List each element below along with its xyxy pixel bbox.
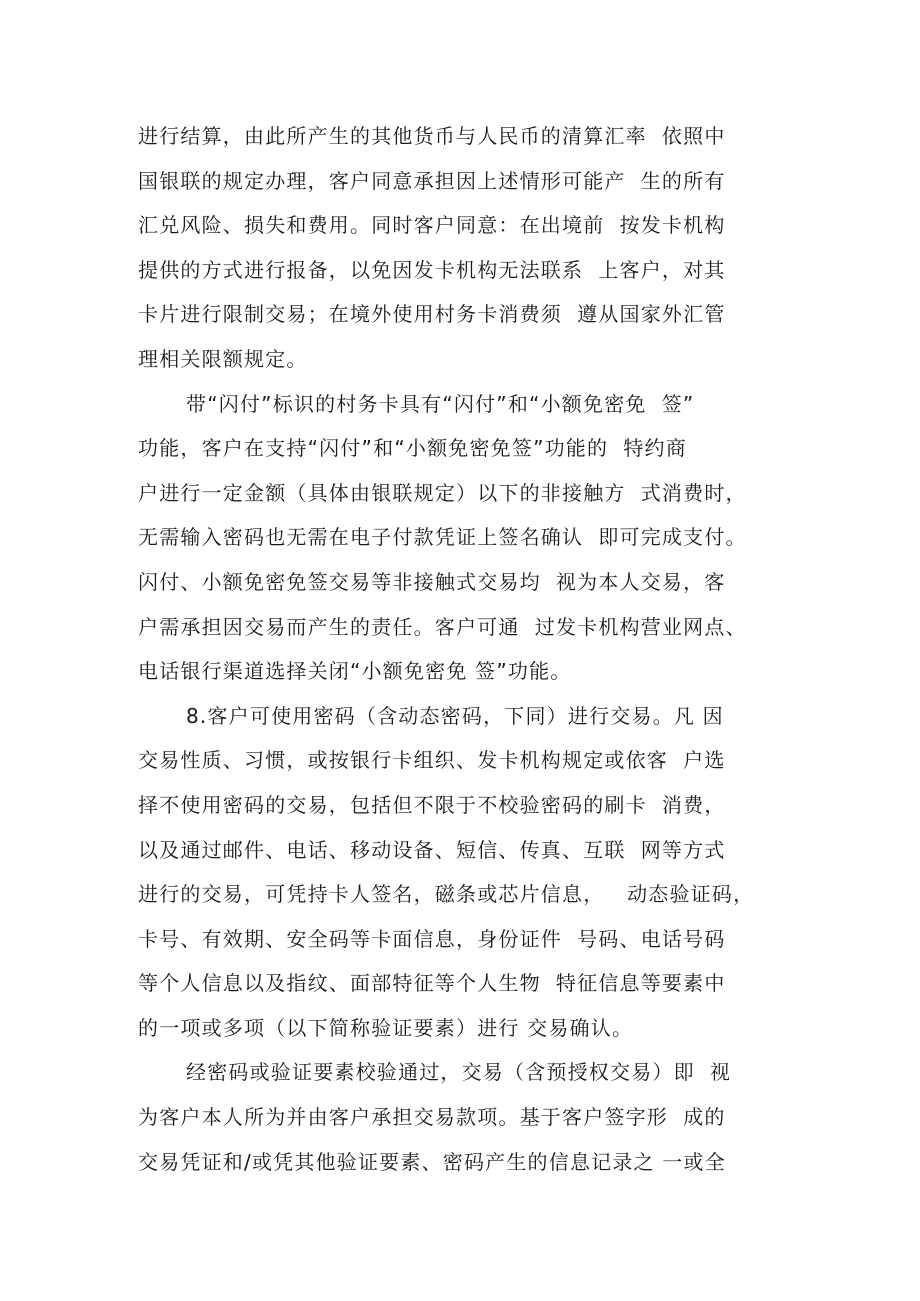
paragraph-line: 交易性质、习惯，或按银行卡组织、发卡机构规定或依客 户选 (138, 748, 726, 773)
paragraph-line: 带“闪付”标识的村务卡具有“闪付”和“小额免密免 签” (186, 391, 695, 416)
paragraph-line: 卡片进行限制交易；在境外使用村务卡消费须 遵从国家外汇管 (138, 302, 726, 327)
paragraph-line: 择不使用密码的交易，包括但不限于不校验密码的刷卡 消费， (138, 792, 726, 817)
paragraph-line: 提供的方式进行报备，以免因发卡机构无法联系 上客户，对其 (138, 257, 726, 282)
paragraph-line: 进行的交易，可凭持卡人签名，磁条或芯片信息， 动态验证码， (138, 882, 755, 907)
paragraph-3 (138, 694, 798, 1051)
paragraph-line: 8.客户可使用密码（含动态密码，下同）进行交易。凡 因 (186, 703, 724, 728)
paragraph-line: 功能，客户在支持“闪付”和“小额免密免签”功能的 特约商 (138, 436, 687, 461)
paragraph-line: 进行结算，由此所产生的其他货币与人民币的清算汇率 依照中 (138, 124, 726, 148)
paragraph-line: 的一项或多项（以下简称验证要素）进行 交易确认。 (138, 1015, 634, 1040)
paragraph-line: 为客户本人所为并由客户承担交易款项。基于客户签字形 成的 (138, 1105, 726, 1130)
paragraph-4 (138, 1050, 798, 1184)
paragraph-line: 无需输入密码也无需在电子付款凭证上签名确认 即可完成支付。 (138, 525, 747, 550)
paragraph-line: 国银联的规定办理，客户同意承担因上述情形可能产 生的所有 (138, 168, 726, 193)
paragraph-line: 经密码或验证要素校验通过，交易（含预授权交易）即 视 (186, 1060, 732, 1085)
paragraph-line: 闪付、小额免密免签交易等非接触式交易均 视为本人交易，客 (138, 569, 726, 594)
paragraph-line: 等个人信息以及指纹、面部特征等个人生物 特征信息等要素中 (138, 971, 726, 996)
paragraph-line: 交易凭证和/或凭其他验证要素、密码产生的信息记录之 一或全 (138, 1149, 726, 1174)
paragraph-2 (138, 382, 798, 694)
paragraph-line: 以及通过邮件、电话、移动设备、短信、传真、互联 网等方式 (138, 837, 726, 862)
paragraph-line: 汇兑风险、损失和费用。同时客户同意：在出境前 按发卡机构 (138, 213, 726, 238)
document-body (138, 114, 798, 1184)
paragraph-line: 理相关限额规定。 (138, 346, 308, 371)
paragraph-line: 卡号、有效期、安全码等卡面信息，身份证件 号码、电话号码 (138, 926, 726, 951)
paragraph-line: 户进行一定金额（具体由银联规定）以下的非接触方 式消费时， (138, 480, 747, 505)
paragraph-1 (138, 114, 798, 382)
paragraph-line: 电话银行渠道选择关闭“小额免密免 签”功能。 (138, 659, 572, 684)
paragraph-line: 户需承担因交易而产生的责任。客户可通 过发卡机构营业网点、 (138, 614, 747, 639)
